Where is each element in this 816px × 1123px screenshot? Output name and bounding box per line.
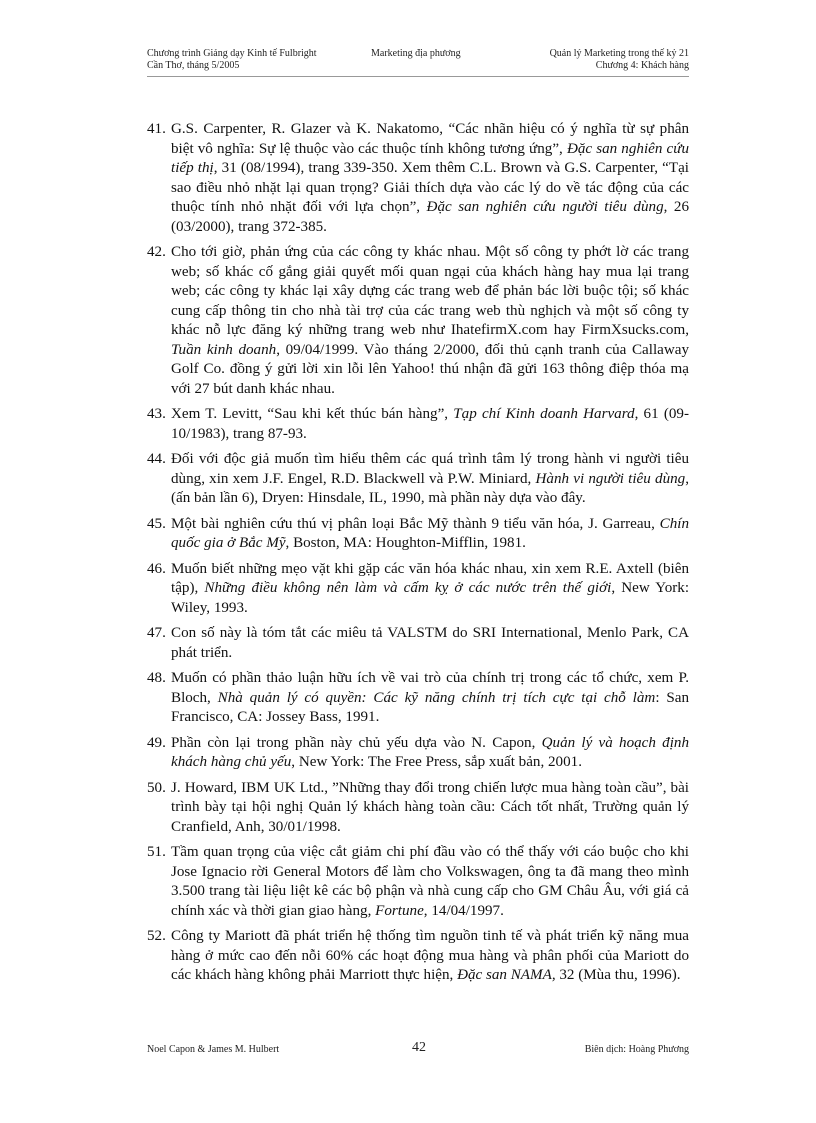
reference-segment: Một bài nghiên cứu thú vị phân loại Bắc Mỹ thành 9 tiểu văn hóa, J. Garreau, (171, 515, 660, 532)
reference-item (147, 669, 689, 728)
reference-title: Những điều không nên làm và cấm kỵ ở các nước trên thế giới (204, 580, 612, 596)
reference-text (171, 669, 689, 728)
reference-number: 45. (147, 515, 166, 532)
reference-number: 51. (147, 844, 166, 860)
header-location-date: Cần Thơ, tháng 5/2005 (147, 60, 240, 71)
reference-title: Quản lý và hoạch định khách hàng chủ yếu (171, 734, 689, 770)
reference-item (147, 927, 689, 986)
reference-segment: J. Howard, IBM UK Ltd., ”Những thay đổi trong chiến lược mua hàng toàn cầu”, bài trình bày tại hội nghị Quản lý khách hàng toàn cầu: Cách tốt nhất, Trường quản lý Cranfield, Anh, 30/01/1998. (171, 779, 689, 835)
reference-text (171, 120, 689, 237)
reference-segment: , (ấn bản lần 6), Dryen: Hinsdale, IL, 1990, mà phần này dựa vào đây. (171, 470, 689, 506)
reference-segment: Con số này là tóm tắt các miêu tả VALSTM do SRI International, Menlo Park, CA phát triển. (171, 625, 689, 661)
reference-number: 50. (147, 779, 166, 796)
reference-title: Đặc san NAMA, (457, 967, 556, 983)
reference-segment: , 61 (09-10/1983), trang 87-93. (171, 406, 689, 442)
header-chapter: Chương 4: Khách hàng (595, 60, 689, 71)
reference-number: 52. (147, 928, 166, 944)
reference-title: Chín quốc gia ở Bắc Mỹ (171, 515, 689, 551)
footer-authors: Noel Capon & James M. Hulbert (147, 1044, 280, 1055)
reference-segment: Đối với độc giả muốn tìm hiểu thêm các quá trình tâm lý trong hành vi người tiêu dùng, xin xem J.F. Engel, R.D. Blackwell và P.W. Miniard, (171, 451, 689, 487)
reference-title: Tạp chí Kinh doanh Harvard (453, 406, 635, 422)
reference-item (147, 405, 689, 444)
reference-text (171, 779, 689, 838)
reference-segment: , 26 (03/2000), trang 372-385. (171, 199, 689, 235)
reference-text (171, 927, 689, 986)
reference-text (171, 560, 689, 619)
reference-segment: , 31 (08/1994), trang 339-350. Xem thêm C.L. Brown và G.S. Carpenter, “Tại sao điều nhỏ nhặt lại quan trọng? Giải thích dựa vào các lý do về tác động của các thuộc tính nhỏ nhặt đối với lựa chọn”, (171, 160, 689, 215)
reference-item (147, 843, 689, 921)
reference-segment: Phần còn lại trong phần này chủ yếu dựa vào N. Capon, (171, 734, 542, 751)
reference-text (171, 405, 689, 444)
reference-text (171, 515, 689, 554)
reference-segment: Tầm quan trọng của việc cắt giảm chi phí đầu vào có thể thấy với cáo buộc cho khi Jose Ignacio rời General Motors để làm cho Volkswagen, ông ta đã mang theo mình 3.500 trang tài liệu liệt kê các bộ phận và nhà cung cấp cho GM Châu Âu, với giá cả chính xác và thời gian giao hàng, (171, 844, 689, 919)
reference-title: Fortune (375, 902, 424, 919)
header-divider (147, 76, 689, 77)
reference-number: 42. (147, 244, 166, 260)
reference-segment: , Boston, MA: Houghton-Mifflin, 1981. (285, 535, 526, 551)
page-number: 42 (412, 1040, 426, 1055)
reference-title: Hành vi người tiêu dùng (535, 470, 686, 487)
reference-item (147, 734, 689, 773)
reference-title: Đặc san nghiên cứu tiếp thị (171, 140, 689, 176)
reference-number: 44. (147, 451, 166, 467)
header-book-title: Quản lý Marketing trong thế kỷ 21 (549, 48, 689, 59)
reference-text (171, 450, 689, 509)
footer-translator: Biên dịch: Hoàng Phương (584, 1044, 689, 1055)
reference-segment: Công ty Mariott đã phát triển hệ thống tìm nguồn tinh tế và phát triển kỹ năng mua hàng ở mức cao đến nỗi 60% các hoạt động mua hàng và phân phối của Mariott do các khách hàng không phải Marriott thực hiện, (171, 928, 689, 983)
reference-segment: 32 (Mùa thu, 1996). (555, 967, 681, 983)
reference-number: 48. (147, 670, 166, 686)
reference-item (147, 560, 689, 619)
reference-text (171, 843, 689, 921)
reference-item (147, 243, 689, 399)
header-program: Chương trình Giảng dạy Kinh tế Fulbright (147, 48, 317, 59)
reference-segment: , New York: The Free Press, sắp xuất bản, 2001. (291, 754, 582, 770)
reference-segment: Xem T. Levitt, “Sau khi kết thúc bán hàng”, (171, 406, 454, 422)
reference-item (147, 779, 689, 838)
header-right (550, 48, 689, 72)
reference-title: Đặc san nghiên cứu người tiêu dùng (426, 199, 664, 215)
reference-text (171, 734, 689, 773)
reference-text (171, 243, 689, 399)
reference-item (147, 450, 689, 509)
reference-segment: Muốn biết những mẹo vặt khi gặp các văn hóa khác nhau, xin xem R.E. Axtell (biên tập), (171, 560, 689, 596)
reference-number: 43. (147, 406, 166, 422)
reference-item (147, 120, 689, 237)
reference-segment: , 14/04/1997. (423, 902, 504, 919)
reference-number: 49. (147, 734, 166, 751)
reference-title: Tuần kinh doanh (171, 341, 277, 358)
reference-number: 41. (147, 121, 166, 137)
reference-segment: , New York: Wiley, 1993. (171, 580, 690, 616)
reference-number: 47. (147, 625, 166, 641)
reference-item (147, 624, 689, 663)
reference-segment: Cho tới giờ, phản ứng của các công ty khác nhau. Một số công ty phớt lờ các trang web; số khác cố gắng giải quyết mối quan ngại của khách hàng hay mua lại trang web; các công ty khác lại xây dựng các trang web để phản bác lời buộc tội; số khác cung cấp thông tin cho nhà tài trợ của các trang web thù nghịch và một số công ty khác nỗ lực đăng ký những trang web như IhatefirmX.com hay FirmXsucks.com, (171, 244, 689, 338)
reference-segment: , 09/04/1999. Vào tháng 2/2000, đối thủ cạnh tranh của Callaway Golf Co. đồng ý gửi lời xin lỗi lên Yahoo! thú nhận đã gửi 163 thông điệp thóa mạ với 27 bút danh khác nhau. (171, 341, 689, 397)
reference-title: Nhà quản lý có quyền: Các kỹ năng chính trị tích cực tại chỗ làm (217, 689, 656, 706)
header-center: Marketing địa phương (371, 48, 461, 59)
reference-segment: : San Francisco, CA: Jossey Bass, 1991. (171, 689, 689, 725)
reference-text (171, 624, 689, 663)
reference-segment: Muốn có phần thảo luận hữu ích về vai trò của chính trị trong các tổ chức, xem P. Bloch, (171, 670, 689, 706)
header-left (147, 48, 317, 72)
reference-segment: G.S. Carpenter, R. Glazer và K. Nakatomo, “Các nhãn hiệu có ý nghĩa từ sự phân biệt vô nghĩa: Sự lệ thuộc vào các thuộc tính không tương ứng”, (171, 121, 689, 157)
reference-item (147, 515, 689, 554)
reference-number: 46. (147, 560, 166, 577)
reference-list (147, 120, 689, 992)
